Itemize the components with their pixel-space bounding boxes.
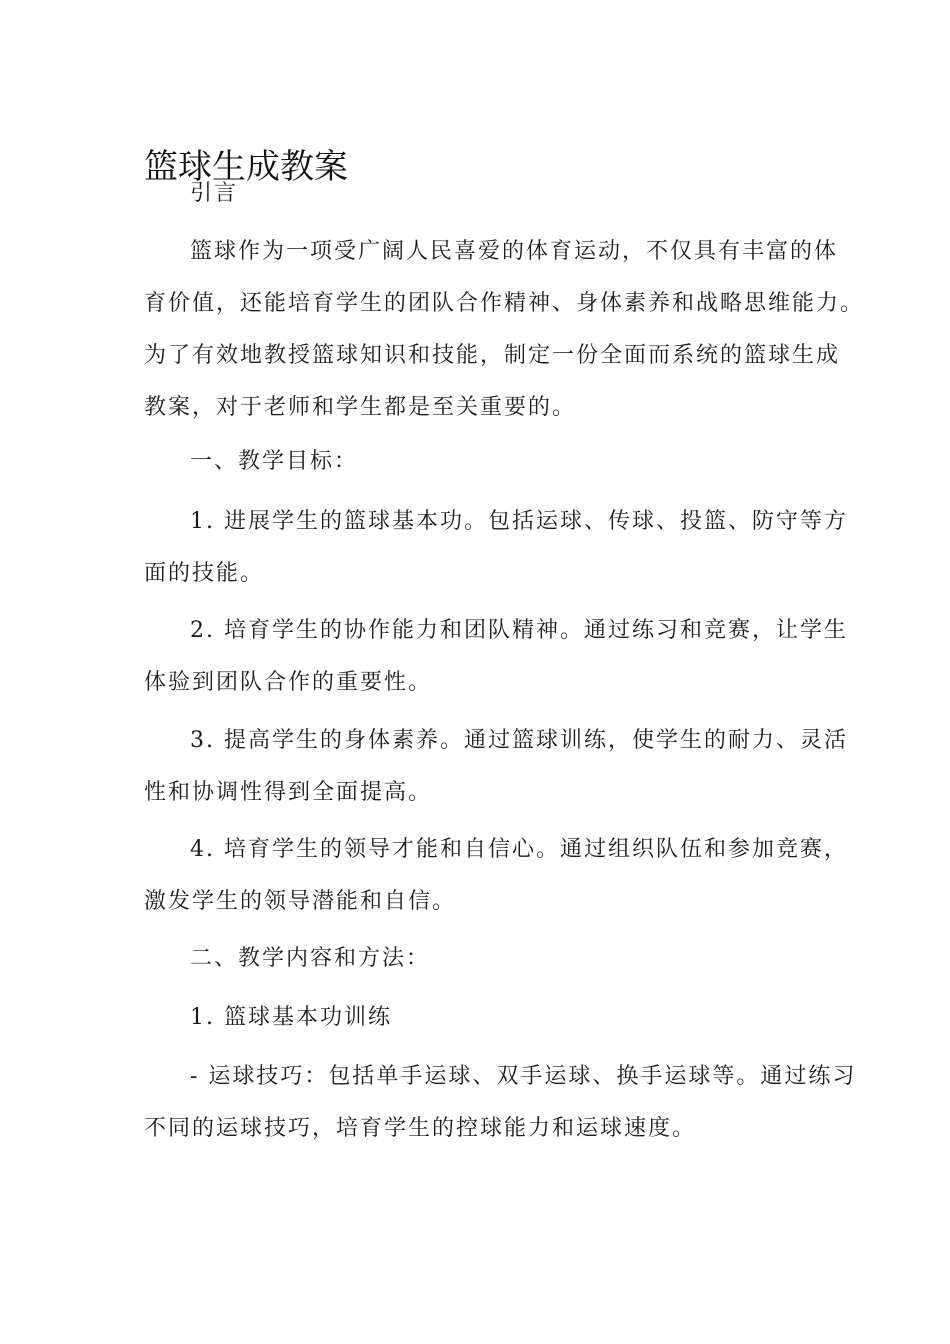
goal-item-1 [144, 496, 848, 600]
goal-item-3 [144, 715, 848, 819]
goal-item-2 [144, 605, 848, 709]
text-line: 性和协调性得到全面提高。 [144, 780, 433, 805]
text-line: 面的技能。 [144, 561, 265, 586]
text-line: 1. 进展学生的篮球基本功。包括运球、传球、投篮、防守等方 [190, 509, 848, 534]
text-line: 引言 [190, 181, 239, 206]
dribble-paragraph [144, 1051, 857, 1155]
text-line: 1. 篮球基本功训练 [190, 1005, 392, 1030]
text-line: 育价值，还能培育学生的团队合作精神、身体素养和战略思维能力。 [144, 291, 865, 316]
text-line: 为了有效地教授篮球知识和技能，制定一份全面而系统的篮球生成 [144, 343, 841, 368]
text-line: 教案，对于老师和学生都是至关重要的。 [144, 395, 577, 420]
text-line: 3. 提高学生的身体素养。通过篮球训练，使学生的耐力、灵活 [190, 728, 848, 753]
content-heading [144, 933, 814, 985]
goal-item-4 [144, 824, 848, 928]
text-line: 一、教学目标： [190, 449, 359, 474]
text-line: 篮球作为一项受广阔人民喜爱的体育运动，不仅具有丰富的体 [190, 239, 839, 264]
text-line: 2. 培育学生的协作能力和团队精神。通过练习和竞赛，让学生 [190, 618, 848, 643]
intro-paragraph [144, 226, 865, 434]
text-line: 体验到团队合作的重要性。 [144, 670, 433, 695]
text-line: 4. 培育学生的领导才能和自信心。通过组织队伍和参加竞赛， [190, 837, 848, 862]
text-line: 二、教学内容和方法： [190, 946, 431, 971]
intro-heading [144, 168, 814, 220]
text-line: 激发学生的领导潜能和自信。 [144, 889, 457, 914]
text-line: 不同的运球技巧，培育学生的控球能力和运球速度。 [144, 1116, 697, 1141]
goals-heading [144, 436, 814, 488]
page-title: 篮球生成教案 [144, 146, 348, 187]
content-item-1 [144, 992, 814, 1044]
text-line: - 运球技巧：包括单手运球、双手运球、换手运球等。通过练习 [190, 1064, 857, 1089]
